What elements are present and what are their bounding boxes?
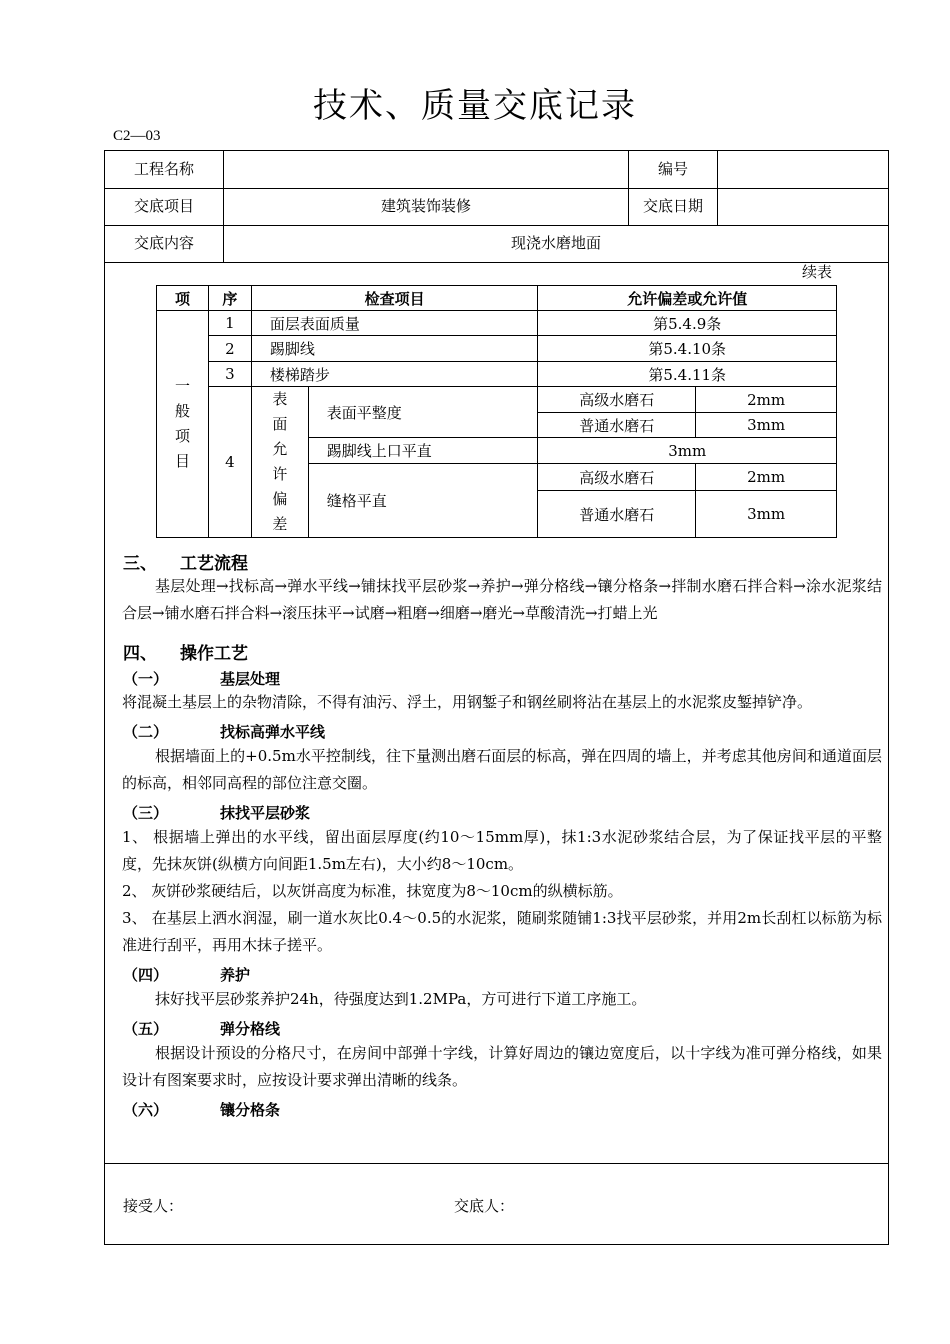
page-title: 技术、质量交底记录	[313, 86, 637, 126]
presenter-label: 交底人：	[454, 1197, 515, 1215]
seq-cell: 3	[208, 362, 251, 387]
subsection3-p2: 2、 灰饼砂浆硬结后，以灰饼高度为标准，抹宽度为8～10cm的纵横标筋。	[122, 882, 623, 900]
group-cell: 一 般 项 目	[157, 311, 209, 538]
flatness-cell: 表面平整度	[308, 387, 538, 438]
date-value[interactable]	[718, 188, 888, 225]
seq-cell: 1	[208, 311, 251, 336]
subsection5-heading: （五） 弹分格线	[123, 1020, 281, 1038]
record-form	[104, 150, 889, 1245]
header-seq: 序	[208, 286, 251, 311]
table-row	[157, 362, 837, 387]
subsection5-text: 根据设计预设的分格尺寸，在房间中部弹十字线，计算好周边的镶边宽度后，以十字线为准可弹分格线，如果设计有图案要求时，应按设计要求弹出清晰的线条。	[122, 1044, 882, 1089]
tolerance-cell: 2mm	[696, 387, 837, 413]
tolerance-cell: 2mm	[696, 464, 837, 491]
baseline-cell: 踢脚线上口平直	[308, 438, 538, 464]
project-name-label: 工程名称	[133, 160, 194, 178]
table-row	[157, 387, 837, 413]
content-value[interactable]: 现浇水磨地面	[510, 234, 601, 252]
seam-cell: 缝格平直	[308, 464, 538, 538]
grade-cell: 普通水磨石	[538, 413, 696, 438]
subsection3-p1: 1、 根据墙上弹出的水平线，留出面层厚度(约10～15mm厚)，抹1:3水泥砂浆结合层，为了保证找平层的平整度，先抹灰饼(纵横方向间距1.5m左右)，大小约8～10cm。	[122, 828, 882, 873]
subsection4-text: 抹好找平层砂浆养护24h，待强度达到1.2MPa，方可进行下道工序施工。	[155, 990, 647, 1008]
table-row	[157, 311, 837, 336]
content-label: 交底内容	[133, 234, 194, 252]
header-item: 检查项目	[251, 286, 538, 311]
value-cell: 第5.4.11条	[538, 362, 837, 387]
table-row	[157, 336, 837, 362]
number-label: 编号	[657, 160, 688, 178]
item-cell: 楼梯踏步	[251, 362, 538, 387]
tolerance-cell: 3mm	[696, 491, 837, 538]
grade-cell: 普通水磨石	[538, 491, 696, 538]
section3-text: 基层处理→找标高→弹水平线→铺抹找平层砂浆→养护→弹分格线→镶分格条→拌制水磨石拌合料→涂水泥浆结合层→铺水磨石拌合料→滚压抹平→试磨→粗磨→细磨→磨光→草酸清洗→打蜡上光	[122, 577, 882, 622]
seq-cell: 2	[208, 336, 251, 362]
item-label: 交底项目	[133, 197, 194, 215]
subsection4-heading: （四） 养护	[123, 966, 251, 984]
date-label: 交底日期	[642, 197, 703, 215]
inspection-header-row	[157, 286, 837, 311]
value-cell: 第5.4.9条	[538, 311, 837, 336]
subsection1-text: 将混凝土基层上的杂物清除，不得有油污、浮土，用钢錾子和钢丝刷将沾在基层上的水泥浆皮錾掉铲净。	[122, 693, 813, 711]
subsection3-heading: （三） 抹找平层砂浆	[123, 804, 311, 822]
category-cell: 表 面 允 许 偏 差	[251, 387, 308, 538]
subsection1-heading: （一） 基层处理	[123, 670, 281, 688]
value-cell: 第5.4.10条	[538, 336, 837, 362]
subsection3-p3: 3、 在基层上洒水润湿，刷一道水灰比0.4～0.5的水泥浆，随刷浆随铺1:3找平层砂浆，并用2m长刮杠以标筋为标准进行刮平，再用木抹子搓平。	[122, 909, 882, 954]
subsection6-heading: （六） 镶分格条	[123, 1101, 281, 1119]
section3-heading: 三、 工艺流程	[123, 554, 248, 574]
signature-divider	[105, 1163, 888, 1164]
header-value: 允许偏差或允许值	[538, 286, 837, 311]
subsection2-text: 根据墙面上的+0.5m水平控制线，往下量测出磨石面层的标高，弹在四周的墙上，并考虑其他房间和通道面层的标高，相邻同高程的部位注意交圈。	[122, 747, 882, 792]
item-cell: 面层表面质量	[251, 311, 538, 336]
receiver-label: 接受人：	[123, 1197, 184, 1215]
header-row-project	[105, 151, 888, 189]
section4-heading: 四、 操作工艺	[123, 644, 248, 664]
tolerance-cell: 3mm	[696, 413, 837, 438]
number-value[interactable]	[718, 151, 888, 188]
seq-cell: 4	[208, 387, 251, 538]
header-group: 项	[157, 286, 209, 311]
tolerance-cell: 3mm	[538, 438, 837, 464]
grade-cell: 高级水磨石	[538, 464, 696, 491]
form-code: C2—03	[113, 128, 161, 144]
continued-label: 续表	[801, 263, 832, 281]
header-row-item	[105, 188, 888, 226]
project-name-value[interactable]	[224, 151, 628, 188]
inspection-table	[156, 285, 837, 538]
header-row-content	[105, 225, 888, 263]
subsection2-heading: （二） 找标高弹水平线	[123, 723, 326, 741]
item-cell: 踢脚线	[251, 336, 538, 362]
item-value[interactable]: 建筑装饰装修	[380, 197, 471, 215]
grade-cell: 高级水磨石	[538, 387, 696, 413]
